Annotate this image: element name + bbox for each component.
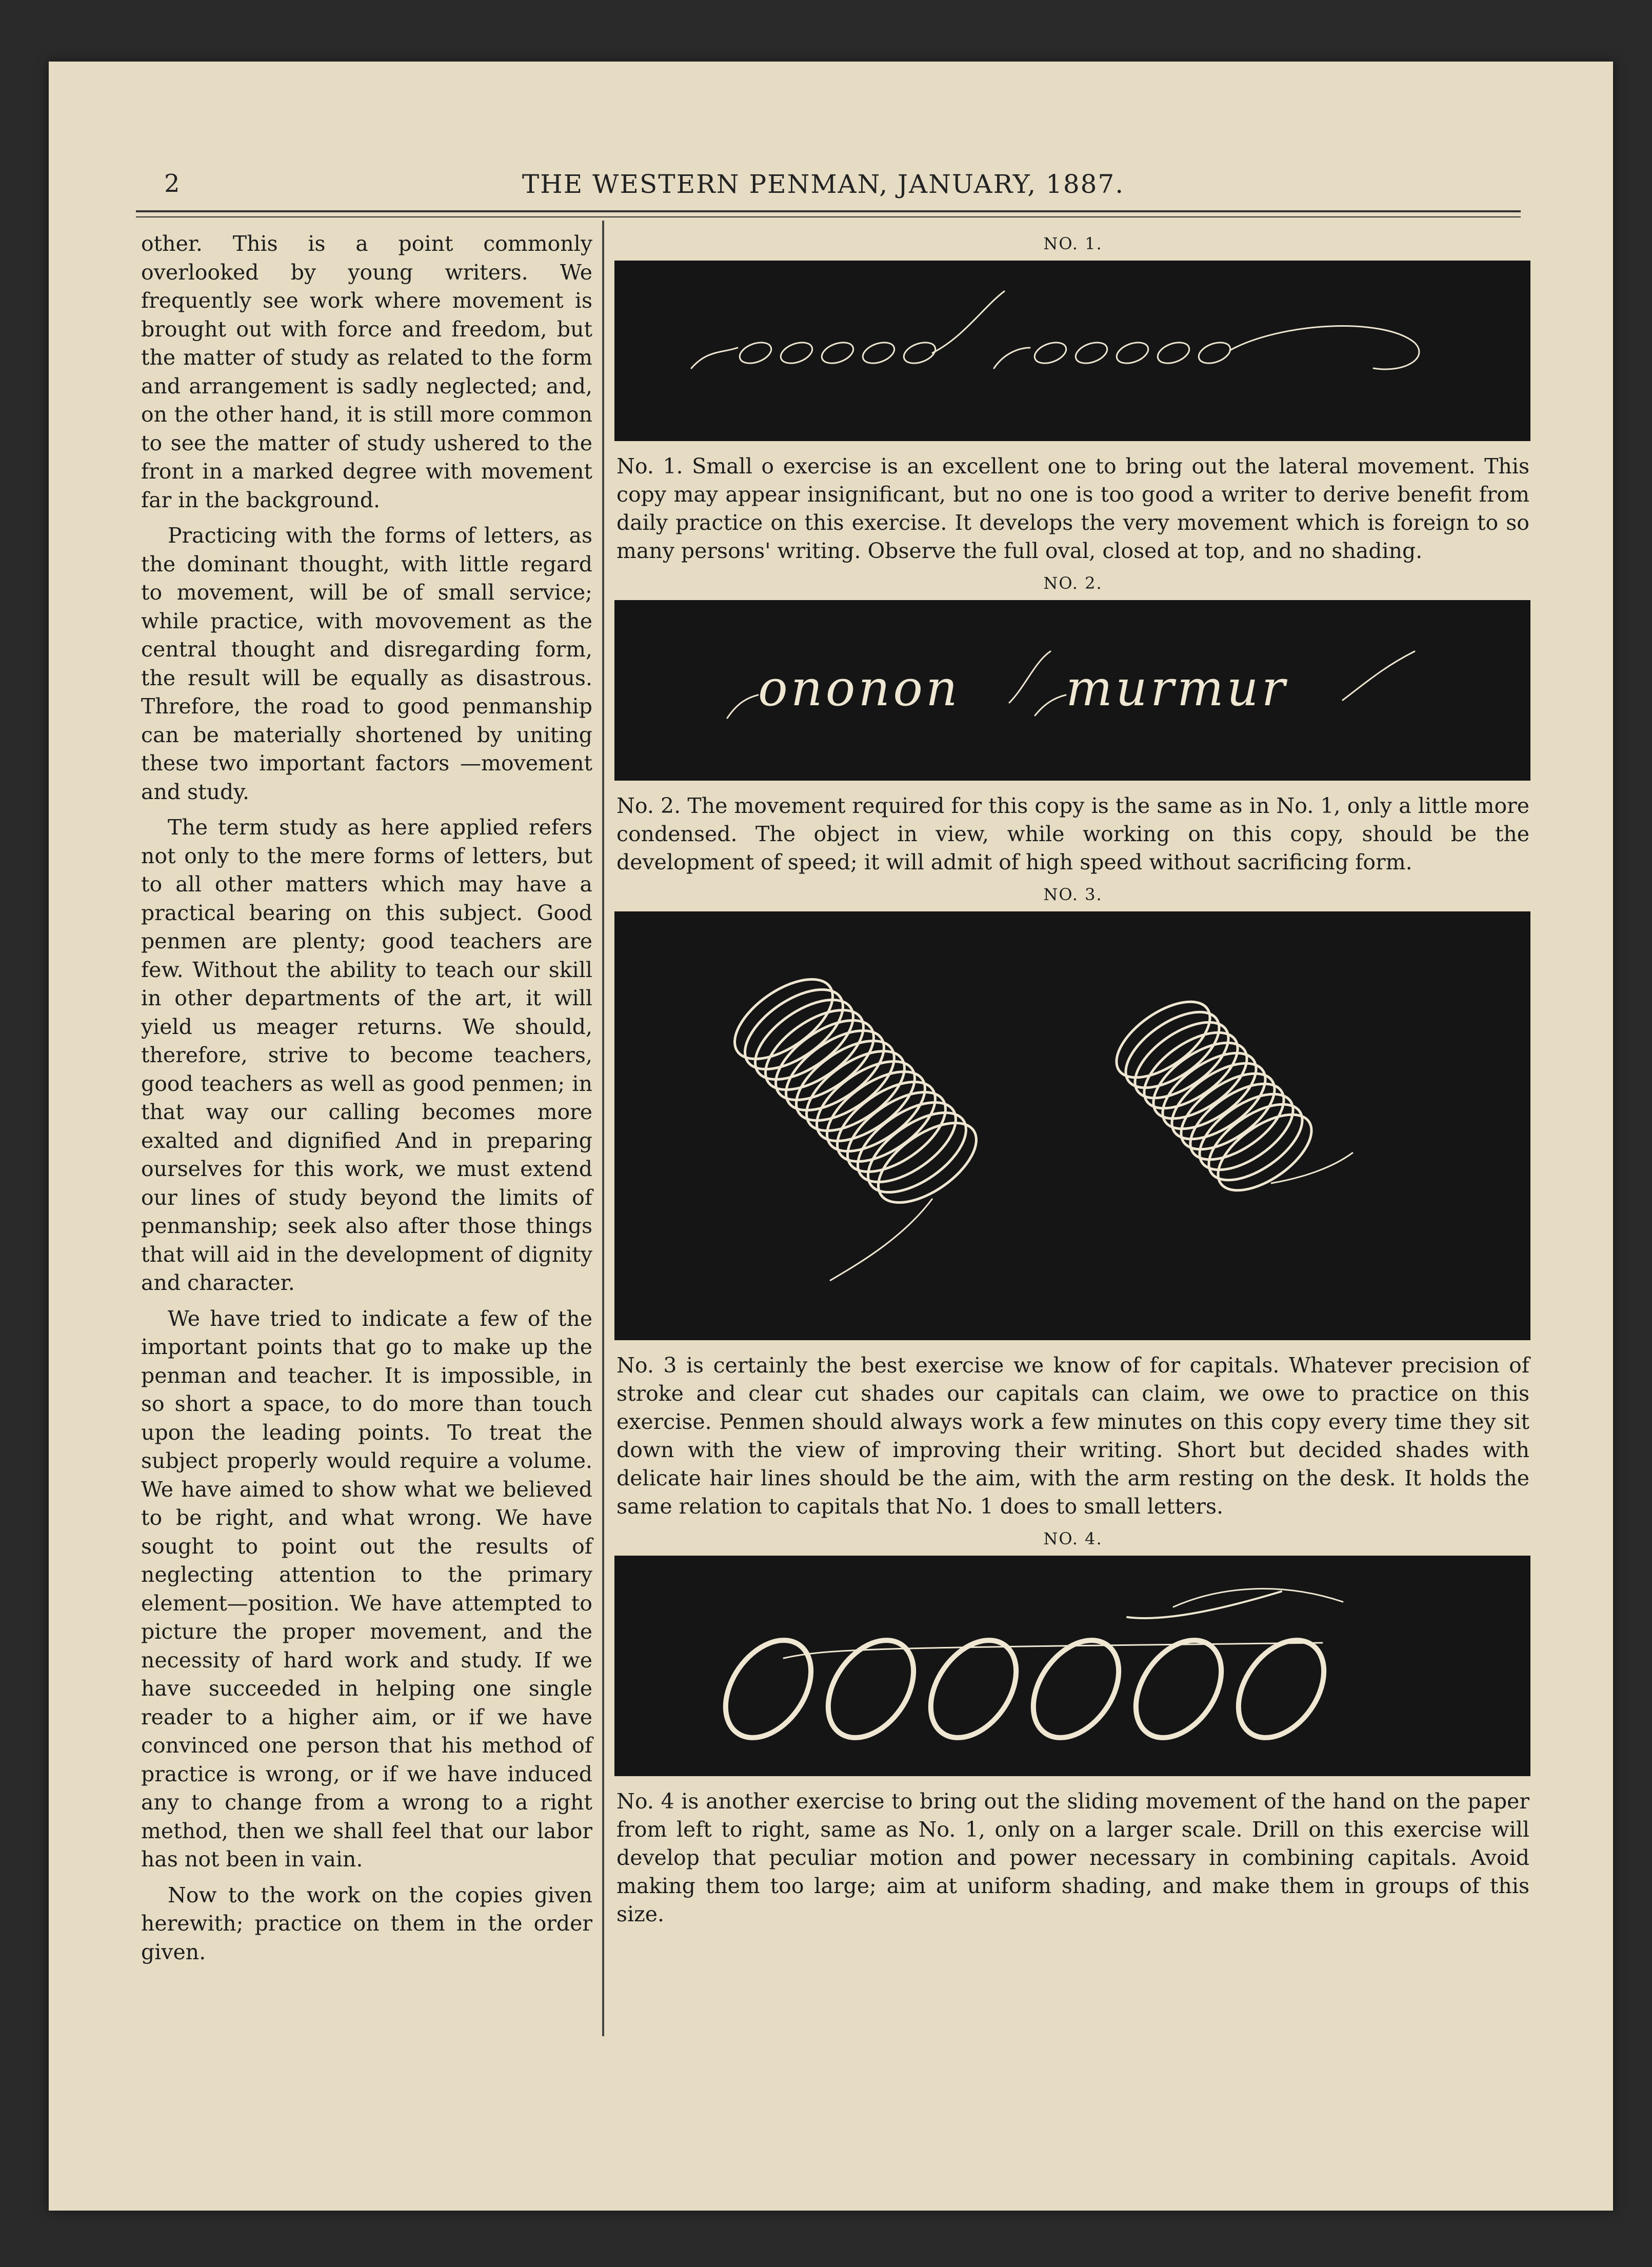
plate-ononon-murmur <box>614 600 1530 781</box>
paragraph: The term study as here applied refers not only to the mere forms of letters, but to all other matters which may have a practical bearing on this subject. Good penmen are plenty; good teachers are few. Without the ability to teach our skill in other departments of the art, it will yield us meager returns. We should, therefore, strive to become teachers, good teachers as well as good penmen; in that way our calling becomes more exalted and dignified And in preparing ourselves for this work, we must extend our lines of study beyond the limits of penmanship; seek also after those things that will aid in the development of dignity and character. <box>141 815 592 1295</box>
small-o-exercise-drawing <box>614 261 1530 441</box>
paragraph: Now to the work on the copies given herewith; practice on them in the order given. <box>141 1882 592 1964</box>
figure-caption: No. 3 is certainly the best exercise we know of for capitals. Whatever precision of stroke and clear cut shades our capitals can claim, we owe to practice on this exercise. Penmen should always work a few minutes on this copy every time they sit down with the view of improving their writing. Short but decided shades with delicate hair lines should be the aim, with the arm resting on the desk. It holds the same relation to capitals that No. 1 does to small letters. <box>616 1353 1529 1519</box>
script-murmur: murmur <box>1066 660 1288 717</box>
running-head: THE WESTERN PENMAN, JANUARY, 1887. <box>522 169 1125 199</box>
paragraph: other. This is a point commonly overlooked by young writers. We frequently see work where movement is brought out with force and freedom, but the matter of study as related to the form and arrangement is sadly neglected; and, on the other hand, it is still more common to see the matter of study ushered to the front in a marked degree with movement far in the background. <box>141 231 592 512</box>
plate-small-o-exercise <box>614 261 1530 441</box>
figure-label: NO. 1. <box>1043 234 1103 253</box>
column-divider <box>602 221 604 2036</box>
right-column <box>611 226 1535 1928</box>
ononon-murmur-drawing <box>614 600 1530 781</box>
page-number: 2 <box>164 169 180 198</box>
figure-caption: No. 2. The movement required for this copy is the same as in No. 1, only a little more condensed. The object in view, while working on this copy, should be the development of speed; it will admit of high speed without sacrificing form. <box>616 793 1529 874</box>
left-column <box>141 230 592 1974</box>
header-rule <box>136 210 1521 212</box>
page-header <box>118 169 1528 210</box>
figure-caption: No. 4 is another exercise to bring out the sliding movement of the hand on the paper from left to right, same as No. 1, only on a larger scale. Drill on this exercise will develop that peculiar motion and power necessary in combining capitals. Avoid making them too large; aim at uniform shading, and make them in groups of this size. <box>616 1789 1529 1926</box>
figure-caption: No. 1. Small o exercise is an excellent one to bring out the lateral movement. This copy may appear insignificant, but no one is too good a writer to derive benefit from daily practice on this exercise. It develops the very movement which is foreign to so many persons' writing. Observe the full oval, closed at top, and no shading. <box>616 454 1529 563</box>
capital-o-sliding-drawing <box>614 1556 1530 1776</box>
header-rule-thin <box>136 216 1521 217</box>
figure-label: NO. 3. <box>1043 885 1103 904</box>
paragraph: We have tried to indicate a few of the important points that go to make up the penman and teacher. It is impossible, in so short a space, to do more than touch upon the leading points. To treat the subject properly would require a volume. We have aimed to show what we believed to be right, and what wrong. We have sought to point out the results of neglecting attention to the primary element—position. We have attempted to picture the proper movement, and the necessity of hard work and study. If we have succeeded in helping one single reader to a higher aim, or if we have convinced one person that his method of practice is wrong, or if we have induced any to change from a wrong to a right method, then we shall feel that our labor has not been in vain. <box>141 1306 592 1872</box>
plate-capital-oval-exercise <box>614 911 1530 1340</box>
script-ononon: ononon <box>758 660 961 717</box>
paragraph: Practicing with the forms of letters, as the dominant thought, with little regard to movement, will be of small service; while practice, with movovement as the central thought and disregarding form, the result will be equally as disastrous. Threfore, the road to good penmanship can be materially shortened by uniting these two important factors —movement and study. <box>141 523 592 804</box>
figure-label: NO. 2. <box>1043 573 1103 593</box>
figure-label: NO. 4. <box>1043 1529 1103 1548</box>
plate-capital-o-sliding-exercise <box>614 1556 1530 1776</box>
capital-oval-exercise-drawing <box>614 911 1530 1340</box>
